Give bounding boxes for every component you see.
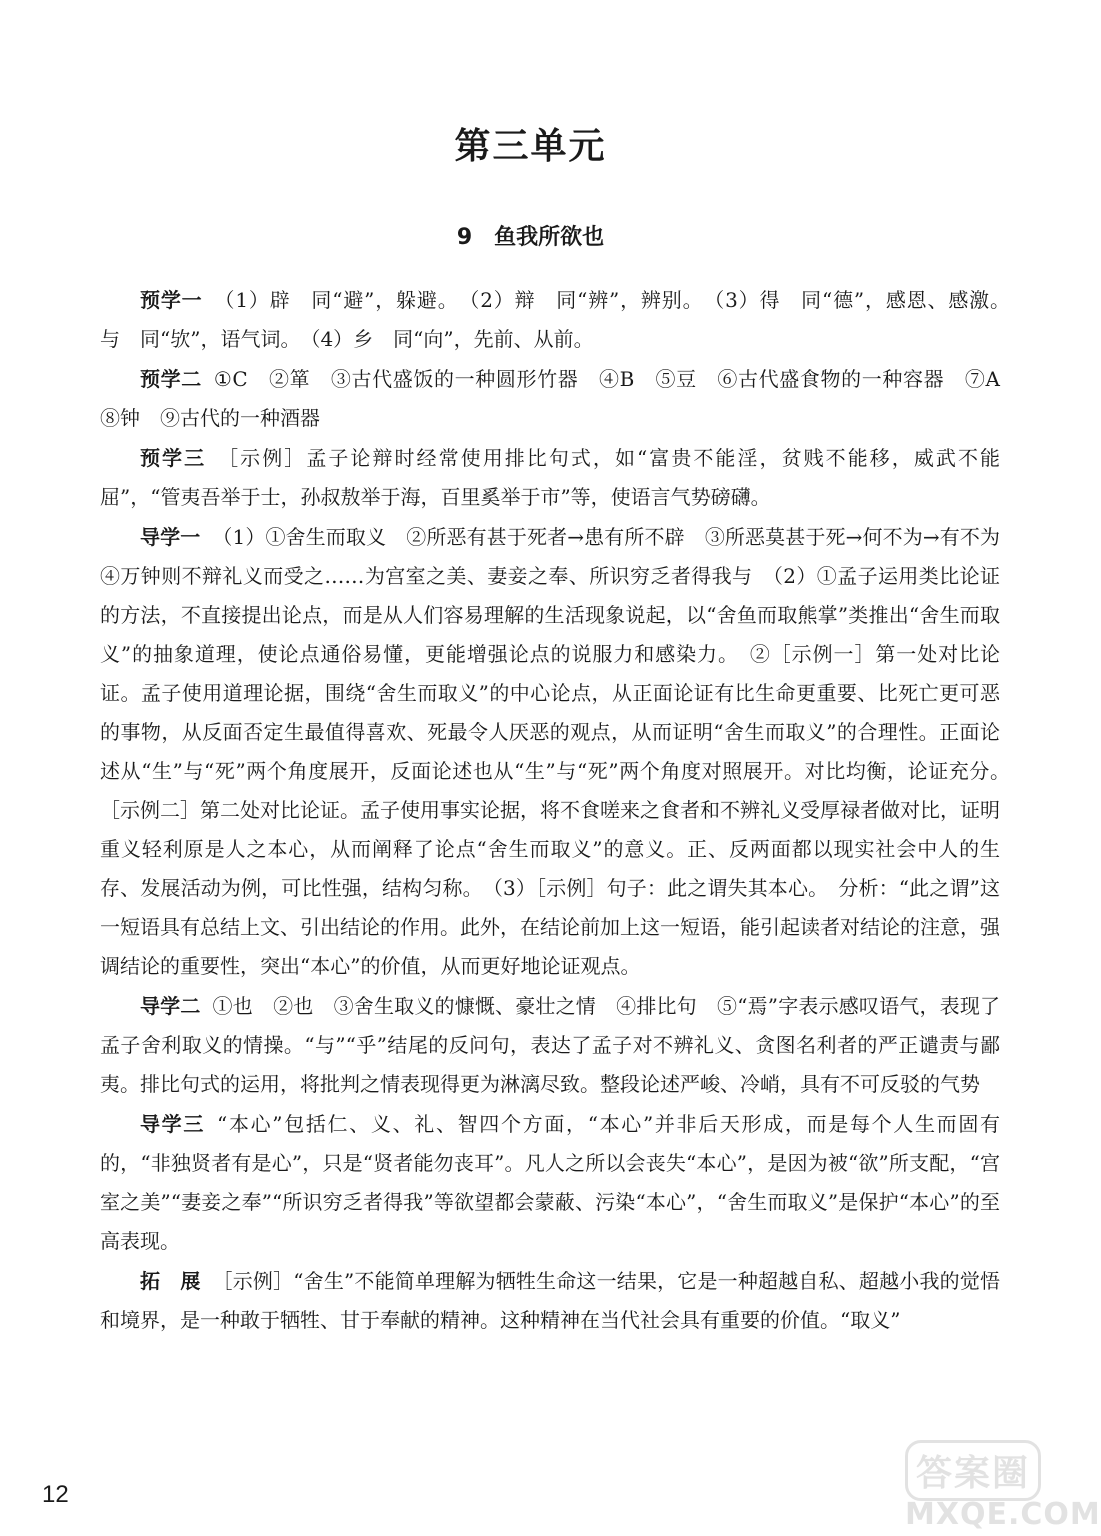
paragraph-daoxue-1 <box>100 518 1020 986</box>
paragraph-yuxue-1 <box>100 281 1020 359</box>
paragraph-daoxue-2 <box>100 987 1000 1104</box>
paragraph-tuozhan <box>100 1262 1000 1340</box>
section-text: ①也 ②也 ③舍生取义的慷慨、豪壮之情 ④排比句 ⑤“焉”字表示感叹语气，表现了孟子舍利取义的情操。“与”“乎”结尾的反问句，表达了孟子对不辨礼义、贪图名利者的严正谴责与鄙夷。排比句式的运用，将批判之情表现得更为淋漓尽致。整段论述严峻、冷峭，具有不可反驳的气势 <box>100 994 1001 1096</box>
section-label: 预学三 <box>140 446 207 470</box>
section-text: （1）辟 同“避”，躲避。 （2）辩 同“辨”，辨别。 （3）得 同“德”，感恩、感激。 与 同“欤”，语气词。 （4）乡 同“向”，先前、从前。 <box>100 288 1020 351</box>
paragraph-yuxue-3 <box>100 439 1000 517</box>
lesson-number: 9 <box>456 225 473 250</box>
paragraph-daoxue-3 <box>100 1105 1000 1261</box>
section-text: ［示例］“舍生”不能简单理解为牺牲生命这一结果，它是一种超越自私、超越小我的觉悟和境界，是一种敢于牺牲、甘于奉献的精神。这种精神在当代社会具有重要的价值。“取义” <box>100 1269 1001 1332</box>
section-text: ①C ②箪 ③古代盛饭的一种圆形竹器 ④B ⑤豆 ⑥古代盛食物的一种容器 ⑦A ⑧钟 ⑨古代的一种酒器 <box>100 367 1020 430</box>
lesson-name: 鱼我所欲也 <box>494 225 605 250</box>
answer-content <box>100 281 1020 1341</box>
section-label: 预学一 <box>140 288 203 312</box>
section-text: （1）①舍生而取义 ②所恶有甚于死者→患有所不辟 ③所恶莫甚于死→何不为→有不为 ④万钟则不辩礼义而受之……为宫室之美、妻妾之奉、所识穷乏者得我与 （2）①孟子运用类比论证的方法，不直接提出论点，而是从人们容易理解的生活现象说起，以“舍鱼而取熊掌”类推出“舍生而取义”的抽象道理，使论点通俗易懂，更能增强论点的说服力和感染力。 ②［示例一］第一处对比论证。孟子使用道理论据，围绕“舍生而取义”的中心论点，从正面论证有比生命更重要、比死亡更可恶的事物，从反面否定生最值得喜欢、死最令人厌恶的观点，从而证明“舍生而取义”的合理性。正面论述从“生”与“死”两个角度展开，反面论述也从“生”与“死”两个角度对照展开。对比均衡，论证充分。 ［示例二］第二处对比论证。孟子使用事实论据，将不食嗟来之食者和不辨礼义受厚禄者做对比，证明重义轻利原是人之本心，从而阐释了论点“舍生而取义”的意义。正、反两面都以现实社会中人的生存、发展活动为例，可比性强，结构匀称。 （3）［示例］句子：此之谓失其本心。 分析：“此之谓”这一短语具有总结上文、引出结论的作用。此外，在结论前加上这一短语，能引起读者对结论的注意，强调结论的重要性，突出“本心”的价值，从而更好地论证观点。 <box>100 525 1020 978</box>
section-label: 拓 展 <box>140 1269 201 1293</box>
section-label: 导学一 <box>140 525 201 549</box>
page-number: 12 <box>42 1481 69 1508</box>
section-text: “本心”包括仁、义、礼、智四个方面，“本心”并非后天形成，而是每个人生而固有的，“非独贤者有是心”，只是“贤者能勿丧耳”。凡人之所以会丧失“本心”，是因为被“欲”所支配，“宫室之美”“妻妾之奉”“所识穷乏者得我”等欲望都会蒙蔽、污染“本心”，“舍生而取义”是保护“本心”的至高表现。 <box>100 1112 1001 1253</box>
section-text: ［示例］孟子论辩时经常使用排比句式，如“富贵不能淫，贫贱不能移，威武不能屈”，“管夷吾举于士，孙叔敖举于海，百里奚举于市”等，使语言气势磅礴。 <box>100 446 1000 509</box>
watermark-logo <box>905 1440 1101 1532</box>
lesson-title <box>0 220 1061 251</box>
paragraph-yuxue-2 <box>100 360 1020 438</box>
unit-title: 第三单元 <box>454 126 607 167</box>
watermark-domain: MXQE.COM <box>905 1497 1101 1532</box>
section-label: 导学三 <box>140 1112 206 1136</box>
watermark-text: 答案圈 <box>905 1440 1041 1501</box>
section-label: 预学二 <box>140 367 202 391</box>
section-label: 导学二 <box>140 994 201 1018</box>
